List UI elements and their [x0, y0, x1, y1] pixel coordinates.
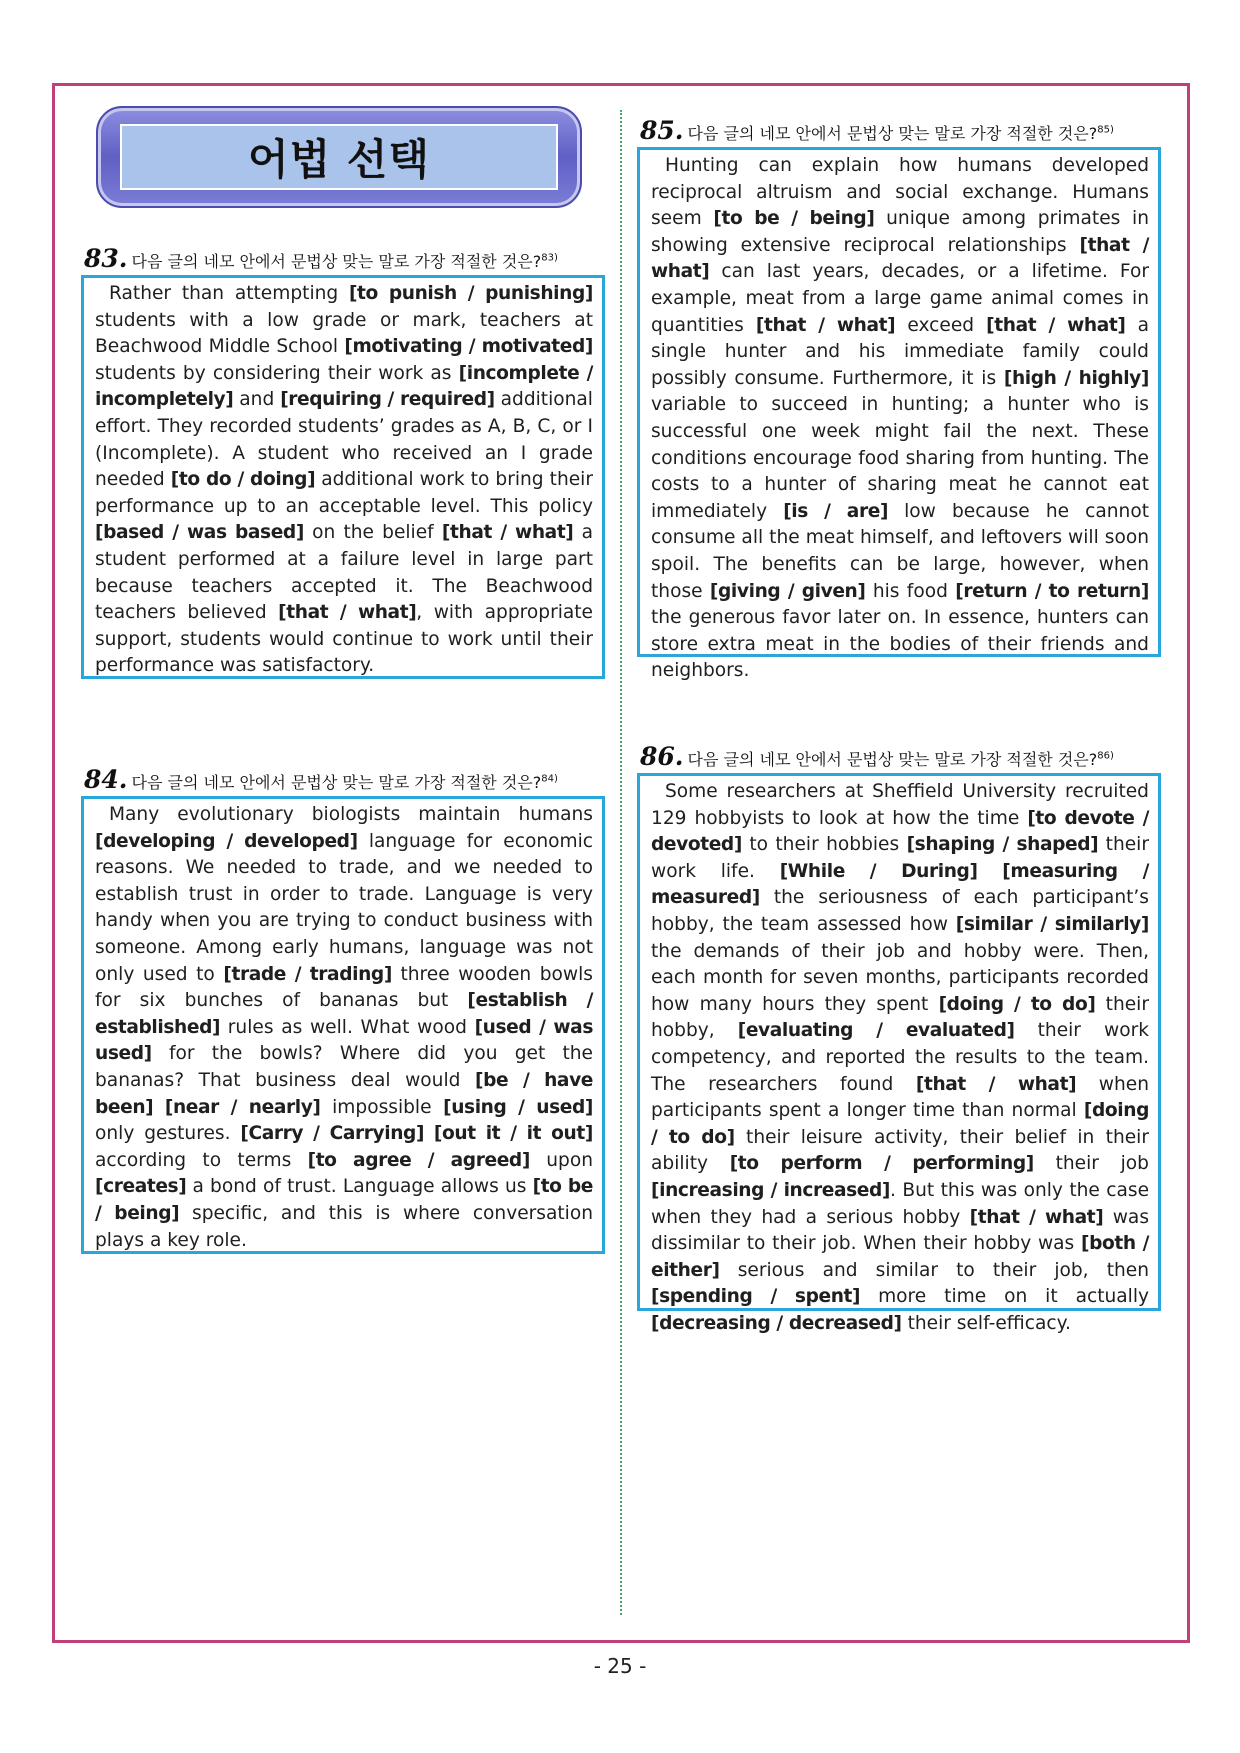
text-run: Some researchers at Sheffield University recruited 129 hobbyists to look at how the time	[651, 781, 1149, 829]
section-title-banner	[96, 106, 582, 208]
grammar-choice: [that / what]	[755, 314, 896, 336]
question-instruction: 다음 글의 네모 안에서 문법상 맞는 말로 가장 적절한 것은?	[687, 124, 1098, 143]
grammar-choice: [to agree / agreed]	[307, 1149, 530, 1171]
question-83-passage	[81, 275, 605, 679]
grammar-choice: [Carry / Carrying]	[240, 1123, 425, 1145]
text-run: when participants spent a longer time than normal	[651, 1073, 1149, 1122]
column-divider	[620, 110, 622, 1615]
question-number: 83.	[84, 244, 128, 273]
grammar-choice: [using / used]	[443, 1096, 593, 1118]
text-run: their work competency, and reported the results to the team. The researchers found	[651, 1020, 1149, 1095]
text-run: unique among primates in showing extensive reciprocal relationships	[651, 208, 1149, 256]
text-run: more time on it actually	[860, 1286, 1149, 1308]
text-run: on the belief	[303, 522, 442, 544]
grammar-choice: [to devote / devoted]	[651, 807, 1149, 856]
passage-text	[651, 153, 1149, 685]
question-85-heading	[640, 116, 1114, 145]
question-84-heading	[84, 765, 558, 794]
text-run: was dissimilar to their job. When their hobby was	[651, 1206, 1150, 1255]
text-run: his food	[865, 580, 956, 602]
grammar-choice: [similar / similarly]	[955, 913, 1149, 935]
text-run: only gestures.	[95, 1123, 241, 1145]
grammar-choice: [that / what]	[986, 314, 1126, 336]
text-run: Hunting can explain how humans developed reciprocal altruism and social exchange. Humans seem	[651, 155, 1149, 230]
grammar-choice: [spending / spent]	[651, 1286, 861, 1308]
grammar-choice: [near / nearly]	[164, 1096, 321, 1118]
grammar-choice: [to be / being]	[713, 208, 875, 230]
passage-text	[95, 281, 593, 680]
grammar-choice: [evaluating / evaluated]	[737, 1020, 1015, 1042]
question-instruction: 다음 글의 네모 안에서 문법상 맞는 말로 가장 적절한 것은?	[131, 773, 542, 792]
grammar-choice: [incomplete / incompletely]	[95, 362, 593, 411]
text-run	[153, 1097, 165, 1118]
grammar-choice: [establish / established]	[95, 990, 594, 1038]
grammar-choice: [giving / given]	[709, 580, 866, 602]
text-run: can last years, decades, or a lifetime. For example, meat from a large game animal comes in quantities	[651, 261, 1149, 336]
text-run: Rather than attempting	[109, 283, 349, 304]
text-run: low because he cannot consume all the meat himself, and leftovers will soon spoil. The benefits can be large, however, when those	[651, 500, 1149, 602]
passage-text	[651, 779, 1149, 1337]
grammar-choice: [that / what]	[915, 1073, 1077, 1095]
grammar-choice: [to be / being]	[95, 1176, 594, 1224]
grammar-choice: [used / was used]	[95, 1016, 593, 1065]
question-85-passage	[637, 147, 1161, 682]
grammar-choice: [that / what]	[441, 522, 574, 544]
text-run: students by considering their work as	[95, 362, 459, 384]
section-title-panel	[120, 124, 558, 190]
text-run: the demands of their job and hobby were. Then, each month for seven months, participants recorded how many hours they spent	[651, 940, 1149, 1015]
grammar-choice: [motivating / motivated]	[344, 336, 593, 358]
text-run: rules as well. What wood	[220, 1016, 475, 1038]
grammar-choice: [While / During]	[779, 860, 978, 882]
text-run: a student performed at a failure level in large part because teachers accepted it. The Beachwood teachers believed	[95, 522, 593, 624]
text-run: language for economic reasons. We needed to trade, and we needed to establish trust in order to trade. Language is very handy when you are trying to conduct business with someone. Among early humans, language was not only used to	[95, 830, 593, 985]
footnote-marker: 86)	[1097, 750, 1114, 762]
text-run	[424, 1123, 434, 1144]
text-run: their leisure activity, their belief in their ability	[651, 1126, 1149, 1175]
grammar-choice: [doing / to do]	[651, 1100, 1149, 1148]
grammar-choice: [based / was based]	[95, 522, 304, 544]
grammar-choice: [both / either]	[651, 1233, 1149, 1281]
text-run: the generous favor later on. In essence, hunters can store extra meat in the bodies of their friends and neighbors.	[651, 607, 1149, 682]
text-run: and	[233, 389, 281, 411]
grammar-choice: [to do / doing]	[170, 469, 316, 491]
text-run: additional effort. They recorded students’ grades as A, B, C, or I (Incomplete). A student who received an I grade needed	[95, 389, 593, 491]
text-run: serious and similar to their job, then	[719, 1259, 1149, 1281]
grammar-choice: [creates]	[95, 1176, 187, 1198]
text-run: additional work to bring their performance up to an acceptable level. This policy	[95, 469, 593, 517]
grammar-choice: [high / highly]	[1003, 367, 1149, 389]
text-run: . But this was only the case when they had a serious hobby	[651, 1179, 1150, 1228]
text-run: Many evolutionary biologists maintain humans	[109, 804, 593, 825]
grammar-choice: [is / are]	[783, 500, 889, 522]
question-number: 84.	[84, 765, 128, 794]
page-number: - 25 -	[593, 1654, 647, 1678]
question-number: 85.	[640, 116, 684, 145]
text-run: to their hobbies	[741, 834, 907, 856]
section-title: 어법 선택	[248, 135, 430, 184]
grammar-choice: [measuring / measured]	[651, 860, 1150, 909]
grammar-choice: [be / have been]	[95, 1069, 594, 1118]
passage-text	[95, 802, 593, 1254]
text-run: according to terms	[95, 1149, 308, 1171]
question-instruction: 다음 글의 네모 안에서 문법상 맞는 말로 가장 적절한 것은?	[131, 252, 542, 271]
text-run: their job	[1033, 1153, 1149, 1175]
text-run: their work life.	[651, 834, 1149, 882]
question-instruction: 다음 글의 네모 안에서 문법상 맞는 말로 가장 적절한 것은?	[687, 750, 1098, 769]
grammar-choice: [trade / trading]	[223, 963, 392, 985]
grammar-choice: [shaping / shaped]	[906, 834, 1099, 856]
question-86-passage	[637, 773, 1161, 1334]
grammar-choice: [decreasing / decreased]	[651, 1312, 902, 1334]
grammar-choice: [return / to return]	[955, 580, 1149, 602]
text-run: , with appropriate support, students would continue to work until their performance was satisfactory.	[95, 602, 594, 677]
text-run: variable to succeed in hunting; a hunter who is successful one week might fail the next. These conditions encourage food sharing from hunting. The costs to a hunter of sharing meat he cannot eat immediately	[651, 394, 1149, 522]
text-run: their self-efficacy.	[901, 1312, 1071, 1334]
text-run: a single hunter and his immediate family could possibly consume. Furthermore, it is	[651, 314, 1150, 389]
grammar-choice: [to perform / performing]	[729, 1153, 1034, 1175]
text-run: three wooden bowls for six bunches of bananas but	[95, 963, 593, 1012]
footnote-marker: 84)	[541, 773, 558, 785]
text-run: specific, and this is where conversation plays a key role.	[95, 1202, 593, 1251]
footnote-marker: 85)	[1097, 124, 1114, 136]
grammar-choice: [out it / it out]	[433, 1123, 593, 1145]
question-86-heading	[640, 742, 1114, 771]
text-run: for the bowls? Where did you get the bananas? That business deal would	[95, 1043, 593, 1091]
grammar-choice: [that / what]	[969, 1206, 1104, 1228]
text-run: impossible	[320, 1096, 444, 1118]
grammar-choice: [requiring / required]	[280, 389, 495, 411]
grammar-choice: [to punish / punishing]	[348, 283, 593, 304]
text-run: students with a low grade or mark, teachers at Beachwood Middle School	[95, 309, 593, 358]
grammar-choice: [that / what]	[278, 602, 417, 624]
text-run: upon	[529, 1149, 593, 1171]
text-run: exceed	[895, 314, 987, 336]
text-run: their hobby,	[651, 993, 1149, 1042]
text-run: a bond of trust. Language allows us	[186, 1176, 533, 1198]
question-83-heading	[84, 244, 558, 273]
grammar-choice: [developing / developed]	[95, 830, 358, 852]
question-84-passage	[81, 796, 605, 1254]
text-run: the seriousness of each participant’s hobby, the team assessed how	[651, 887, 1149, 935]
grammar-choice: [doing / to do]	[938, 993, 1096, 1015]
text-run	[978, 861, 1003, 882]
footnote-marker: 83)	[541, 252, 558, 264]
question-number: 86.	[640, 742, 684, 771]
grammar-choice: [that / what]	[651, 234, 1149, 283]
grammar-choice: [increasing / increased]	[651, 1179, 891, 1201]
